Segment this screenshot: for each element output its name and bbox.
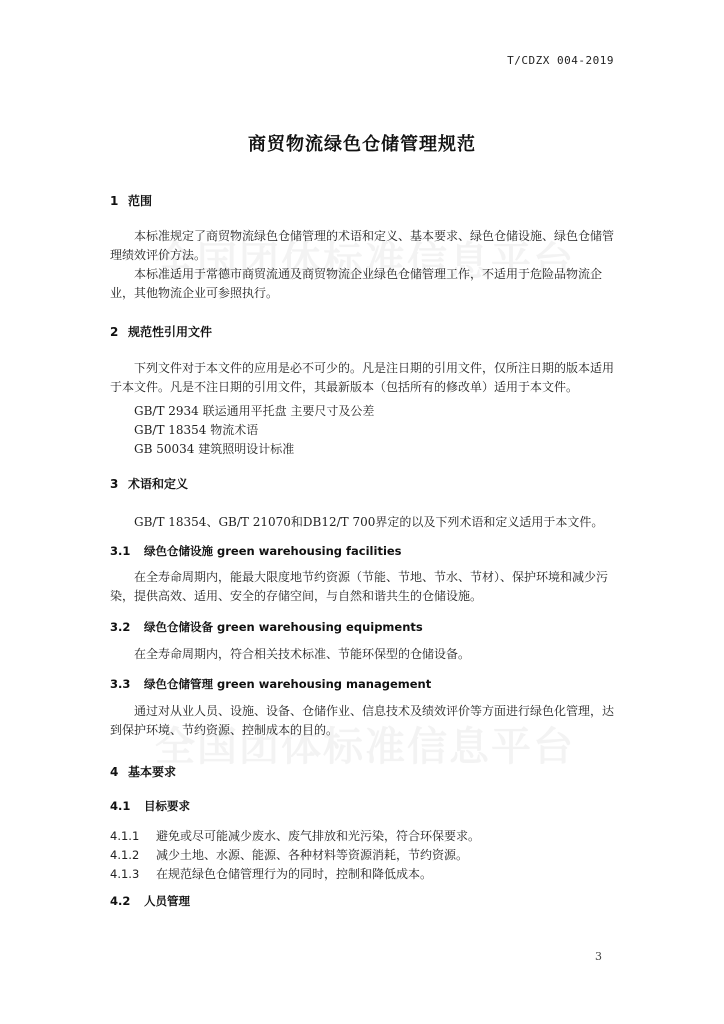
subsection-number: 4.1 [110,799,131,813]
subsection-title: 目标要求 [144,799,190,813]
term-title: 绿色仓储设施 green warehousing facilities [144,544,402,558]
term-3-3-definition: 通过对从业人员、设施、设备、仓储作业、信息技术及绩效评价等方面进行绿色化管理，达到保护环境、节约资源、控制成本的目的。 [110,704,615,737]
term-number: 3.1 [110,544,131,558]
requirement-item [110,827,480,844]
reference-item: GB 50034 建筑照明设计标准 [134,442,295,456]
section-2-heading [110,323,212,340]
term-title: 绿色仓储设备 green warehousing equipments [144,620,423,634]
section-number: 1 [110,194,119,208]
item-number: 4.1.2 [110,848,140,862]
requirement-item [110,865,432,882]
section-title: 规范性引用文件 [128,325,213,339]
section-number: 3 [110,477,119,491]
term-3-2-heading [110,619,423,635]
page-number: 3 [595,950,602,963]
section-3-intro: GB/T 18354、GB/T 21070和DB12/T 700界定的以及下列术语和定义适用于本文件。 [134,515,604,529]
section-3-heading [110,475,188,492]
section-1-heading [110,192,152,209]
subsection-number: 4.2 [110,894,131,908]
section-number: 2 [110,325,119,339]
term-title: 绿色仓储管理 green warehousing management [144,677,432,691]
item-number: 4.1.3 [110,867,140,881]
subsection-4-1-heading [110,798,190,814]
item-text: 减少土地、水源、能源、各种材料等资源消耗，节约资源。 [156,848,469,862]
section-title: 术语和定义 [128,477,189,491]
section-number: 4 [110,765,119,779]
term-3-1-definition: 在全寿命周期内，能最大限度地节约资源（节能、节地、节水、节材）、保护环境和减少污染，提供高效、适用、安全的存储空间，与自然和谐共生的仓储设施。 [110,570,609,603]
item-text: 避免或尽可能减少废水、废气排放和光污染，符合环保要求。 [156,829,481,843]
section-1-paragraph-1: 本标准规定了商贸物流绿色仓储管理的术语和定义、基本要求、绿色仓储设施、绿色仓储管理绩效评价方法。 [110,229,615,262]
term-number: 3.3 [110,677,131,691]
requirement-item [110,846,468,863]
term-3-1-heading [110,543,402,559]
reference-item: GB/T 2934 联运通用平托盘 主要尺寸及公差 [134,404,375,418]
section-1-paragraph-2: 本标准适用于常德市商贸流通及商贸物流企业绿色仓储管理工作，不适用于危险品物流企业，其他物流企业可参照执行。 [110,267,603,300]
document-title: 商贸物流绿色仓储管理规范 [248,134,476,155]
subsection-4-2-heading [110,893,190,909]
reference-item: GB/T 18354 物流术语 [134,423,259,437]
term-3-2-definition: 在全寿命周期内，符合相关技术标准、节能环保型的仓储设备。 [134,647,471,661]
section-title: 基本要求 [128,765,177,779]
item-text: 在规范绿色仓储管理行为的同时，控制和降低成本。 [156,867,433,881]
subsection-title: 人员管理 [144,894,190,908]
section-4-heading [110,763,176,780]
section-2-paragraph: 下列文件对于本文件的应用是必不可少的。凡是注日期的引用文件，仅所注日期的版本适用于本文件。凡是不注日期的引用文件，其最新版本（包括所有的修改单）适用于本文件。 [110,361,615,394]
term-number: 3.2 [110,620,131,634]
standard-code: T/CDZX 004-2019 [507,54,614,67]
item-number: 4.1.1 [110,829,140,843]
section-title: 范围 [128,194,153,208]
term-3-3-heading [110,676,431,692]
